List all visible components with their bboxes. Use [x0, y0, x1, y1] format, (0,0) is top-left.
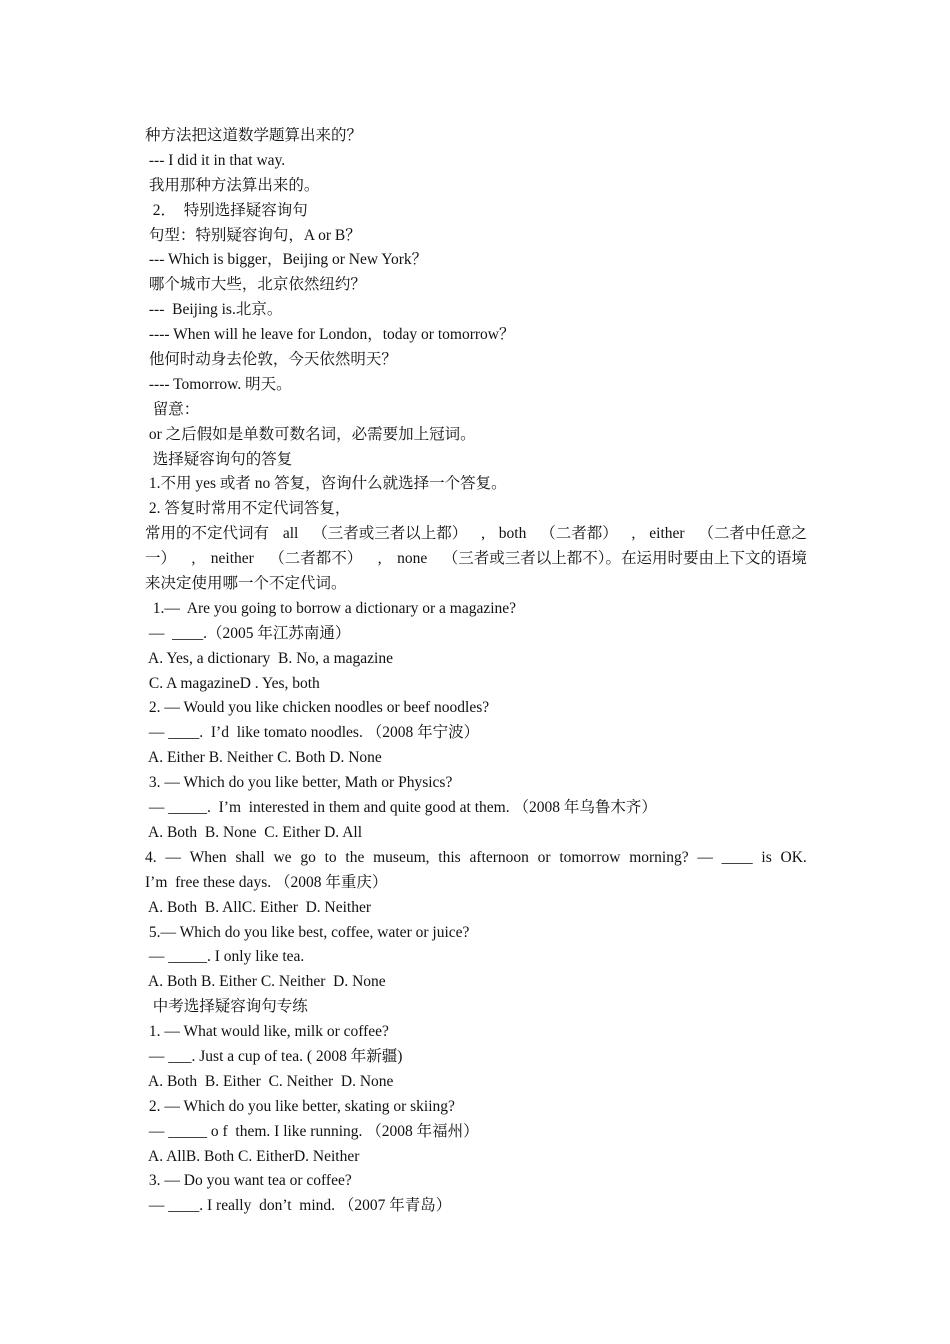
word: none [397, 550, 428, 568]
question-line: 2. — Which do you like better, skating or skiing? [145, 1097, 455, 1115]
options-line: A. Both B. Either C. Neither D. None [145, 973, 386, 991]
text-line: — _____. I only like tea. [145, 948, 305, 966]
text-line: I’m free these days. （2008 年重庆） [145, 873, 388, 891]
options-line: A. Either B. Neither C. Both D. None [145, 749, 382, 767]
word: , [377, 550, 382, 568]
text-line: — _____. I’m interested in them and quite good at them. （2008 年乌鲁木齐） [145, 799, 657, 817]
text-line: 2. 答复时常用不定代词答复， [145, 500, 351, 518]
word: museum, [373, 848, 430, 866]
section-heading: 2． 特别选择疑容询句 [145, 201, 308, 219]
word: 4. [145, 848, 157, 866]
justified-line [145, 522, 807, 547]
section-heading: 中考选择疑容询句专练 [145, 998, 308, 1016]
text-line: — ___. Just a cup of tea. ( 2008 年新疆) [145, 1047, 403, 1065]
word: （三者或三者以上都） [312, 525, 468, 543]
text-line: 他何时动身去伦敦，今天依然明天？ [145, 351, 397, 369]
word: , [631, 525, 636, 543]
text-line: 1.不用 yes 或者 no 答复，咨询什么就选择一个答复。 [145, 475, 507, 493]
word: （三者或三者以上都不）。在运用时要由上下文的语境 [442, 550, 807, 568]
question-line: 3. — Do you want tea or coffee? [145, 1172, 352, 1190]
word: the [345, 848, 365, 866]
word: 一） [145, 550, 177, 568]
word: neither [210, 550, 254, 568]
word: shall [235, 848, 265, 866]
document-body [145, 124, 807, 1219]
options-line: A. Both B. Either C. Neither D. None [145, 1072, 394, 1090]
word: both [498, 525, 527, 543]
word: either [649, 525, 685, 543]
word: all [282, 525, 299, 543]
word: we [273, 848, 292, 866]
word: afternoon [469, 848, 529, 866]
text-line: — ____.（2005 年江苏南通） [145, 624, 351, 642]
text-line: --- I did it in that way. [145, 151, 286, 169]
options-line: A. AllB. Both C. EitherD. Neither [145, 1147, 360, 1165]
word: morning? [629, 848, 689, 866]
word: （二者都不） [269, 550, 363, 568]
section-heading: 选择疑容询句的答复 [145, 450, 293, 468]
justified-line [145, 846, 807, 871]
word: , [481, 525, 485, 543]
word: ____ [721, 848, 753, 866]
question-line: 5.— Which do you like best, coffee, water or juice? [145, 923, 470, 941]
note-heading: 留意： [145, 400, 200, 418]
question-line: 1.— Are you going to borrow a dictionary or a magazine? [145, 599, 517, 617]
word: , [191, 550, 196, 568]
options-line: C. A magazineD . Yes, both [145, 674, 320, 692]
justified-line [145, 547, 807, 572]
options-line: A. Both B. None C. Either D. All [145, 823, 362, 841]
options-line: A. Yes, a dictionary B. No, a magazine [145, 649, 393, 667]
text-line: — ____. I really don’t mind. （2007 年青岛） [145, 1197, 452, 1215]
text-line: --- Which is bigger，Beijing or New York？ [145, 251, 428, 269]
word: 常用的不定代词有 [145, 525, 270, 543]
text-line: 哪个城市大些，北京依然纽约？ [145, 276, 366, 294]
word: tomorrow [559, 848, 621, 866]
options-line: A. Both B. AllC. Either D. Neither [145, 898, 372, 916]
word: is [761, 848, 772, 866]
word: this [438, 848, 461, 866]
question-line: 1. — What would like, milk or coffee? [145, 1023, 389, 1041]
text-line: 种方法把这道数学题算出来的？ [145, 127, 363, 144]
text-line: 来决定使用哪一个不定代词。 [145, 575, 347, 593]
text-line: or 之后假如是单数可数名词，必需要加上冠词。 [145, 425, 476, 443]
word: or [537, 848, 551, 866]
word: — [697, 848, 713, 866]
text-line: — _____ o f them. I like running. （2008 年福州） [145, 1122, 479, 1140]
word: — [165, 848, 181, 866]
text-line: 句型：特别疑容询句，A or B？ [145, 226, 361, 244]
text-line: --- Beijing is.北京。 [145, 301, 283, 319]
word: to [324, 848, 337, 866]
text-line: — ____. I’d like tomato noodles. （2008 年宁波） [145, 724, 480, 742]
word: go [300, 848, 316, 866]
word: （二者中任意之 [698, 525, 807, 543]
question-line: 3. — Which do you like better, Math or Physics? [145, 774, 453, 792]
text-line: 我用那种方法算出来的。 [145, 176, 320, 194]
text-line: ---- Tomorrow. 明天。 [145, 375, 292, 393]
word: OK. [780, 848, 807, 866]
word: When [189, 848, 227, 866]
question-line: 2. — Would you like chicken noodles or beef noodles? [145, 699, 490, 717]
text-line: ---- When will he leave for London，today or tomorrow？ [145, 326, 515, 344]
word: （二者都） [540, 525, 618, 543]
